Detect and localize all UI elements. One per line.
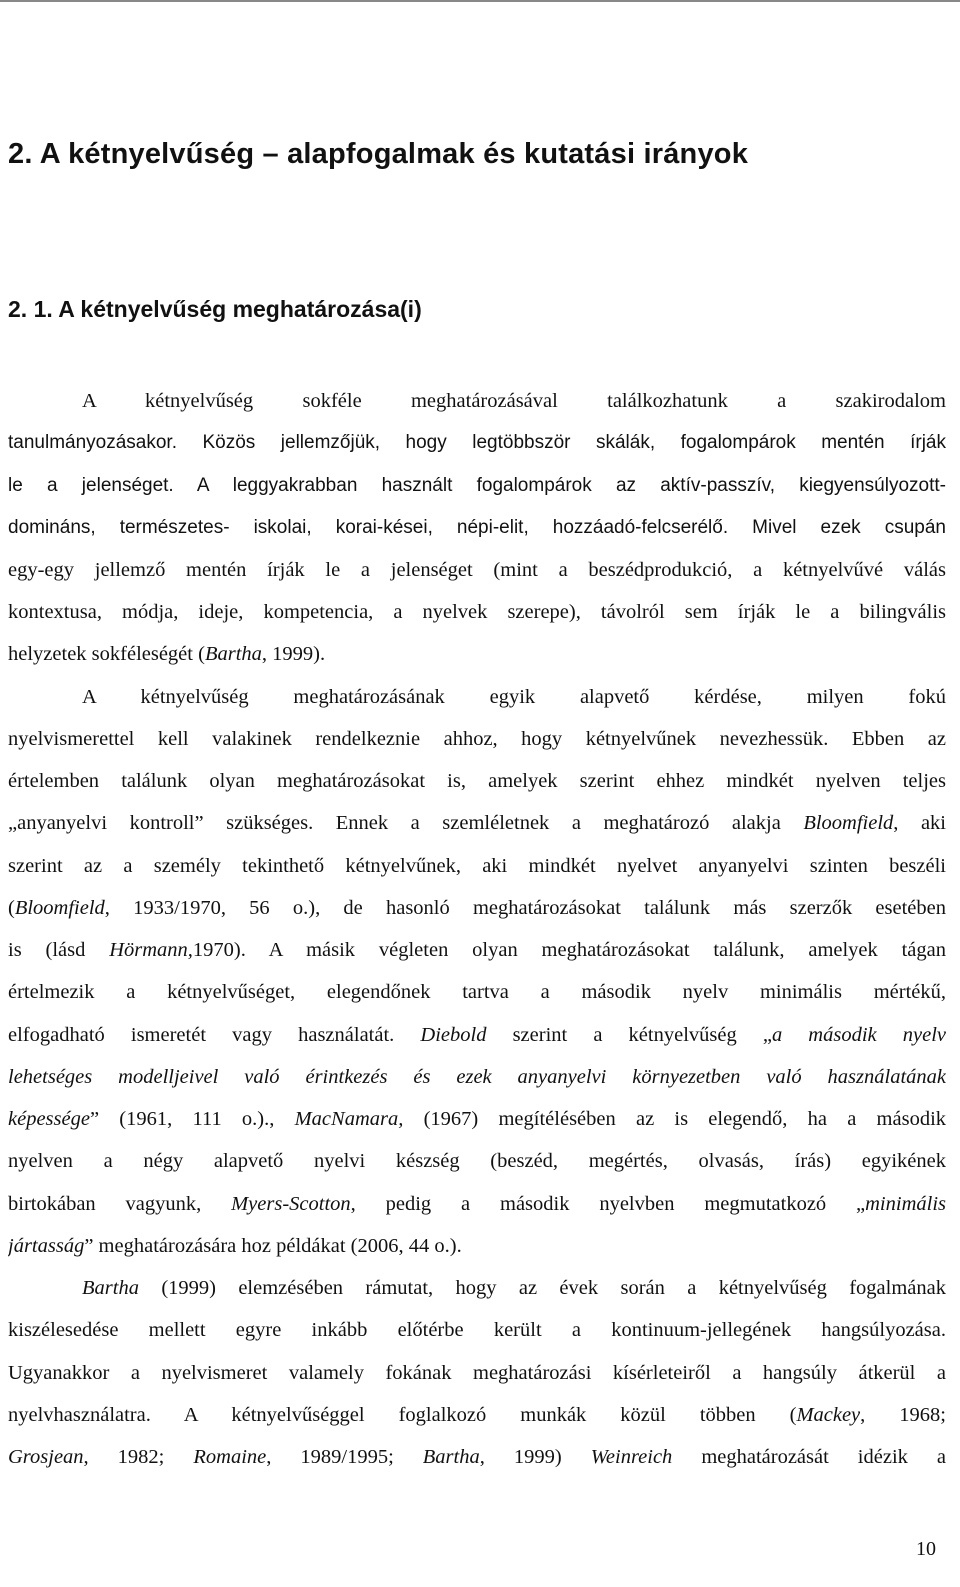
text-segment: ” (1961, 111 o.).,: [89, 1108, 295, 1130]
text-segment: elfogadható ismeretét vagy használatát.: [8, 1024, 421, 1046]
text-segment: is (lásd: [8, 939, 110, 961]
text-segment: helyzetek sokféleségét (: [8, 643, 205, 665]
text-segment: értelmezik a kétnyelvűséget, elegendőnek tartva a második nyelv minimális mértékű,: [8, 981, 946, 1003]
italic-segment: Romaine: [193, 1446, 267, 1468]
text-segment: le a jelenséget. A leggyakrabban használt fogalompárok az aktív-passzív, kiegyensúlyozott-: [8, 475, 946, 496]
italic-segment: a második nyelv: [771, 1024, 946, 1046]
text-segment: , 1989/1995;: [266, 1446, 423, 1468]
text-line: [8, 929, 946, 971]
italic-segment: Diebold: [420, 1024, 487, 1046]
text-segment: , 1999).: [261, 643, 326, 665]
text-segment: , pedig a második nyelvben megmutatkozó „: [350, 1193, 866, 1215]
italic-segment: Bartha: [204, 643, 262, 665]
text-segment: nyelven a négy alapvető nyelvi készség (beszéd, megértés, olvasás, írás) egyikének: [8, 1150, 946, 1172]
text-line: [8, 887, 946, 929]
text-line: [8, 1352, 946, 1394]
text-line: [8, 802, 946, 844]
text-line: [8, 1436, 946, 1478]
text-line: [8, 591, 946, 633]
text-segment: 1970). A másik végleten olyan meghatározásokat találunk, amelyek tágan: [192, 939, 946, 961]
italic-segment: Bloomfield: [803, 812, 894, 834]
text-line: [8, 1014, 946, 1056]
italic-segment: Myers-Scotton: [231, 1193, 351, 1215]
italic-segment: Bartha: [422, 1446, 480, 1468]
text-segment: meghatározását idézik a: [672, 1446, 946, 1468]
text-line: [8, 507, 946, 549]
text-segment: A kétnyelvűség sokféle meghatározásával találkozhatunk a szakirodalom: [82, 390, 946, 412]
text-segment: értelemben találunk olyan meghatározásokat is, amelyek szerint ehhez mindkét nyelven teljes: [8, 770, 946, 792]
italic-segment: lehetséges modelljeivel való érintkezés és ezek anyanyelvi környezetben való használatának: [8, 1066, 946, 1088]
italic-segment: Bartha: [82, 1277, 139, 1299]
text-segment: egy-egy jellemző mentén írják le a jelenséget (mint a beszédprodukció, a kétnyelvűvé válás: [8, 559, 946, 581]
italic-segment: MacNamara,: [294, 1108, 404, 1130]
text-segment: (1967) megítélésében az is elegendő, ha a második: [403, 1108, 946, 1130]
text-segment: birtokában vagyunk,: [8, 1193, 232, 1215]
text-segment: „anyanyelvi kontroll” szükséges. Ennek a szemléletnek a meghatározó alakja: [8, 812, 804, 834]
text-line: [8, 633, 946, 675]
text-line: [8, 718, 946, 760]
italic-segment: jártasság: [8, 1235, 85, 1257]
text-line: [8, 760, 946, 802]
text-line: [8, 1056, 946, 1098]
italic-segment: Hörmann,: [109, 939, 193, 961]
text-segment: , 1999): [479, 1446, 591, 1468]
text-line: [82, 676, 946, 718]
text-line: [8, 971, 946, 1013]
page-number: 10: [916, 1538, 936, 1560]
text-line: [8, 1183, 946, 1225]
text-segment: A kétnyelvűség meghatározásának egyik alapvető kérdése, milyen fokú: [82, 686, 946, 708]
text-line: [8, 1098, 946, 1140]
section-heading: 2. 1. A kétnyelvűség meghatározása(i): [8, 296, 422, 322]
text-line: [8, 465, 946, 507]
text-line: [8, 1140, 946, 1182]
text-line: [8, 1225, 946, 1267]
text-line: [8, 549, 946, 591]
text-segment: ” meghatározására hoz példákat (2006, 44 o.).: [84, 1235, 462, 1257]
text-line: [8, 422, 946, 464]
italic-segment: minimális: [865, 1193, 946, 1215]
text-segment: szerint az a személy tekinthető kétnyelvűnek, aki mindkét nyelvet anyanyelvi szinten beszéli: [8, 855, 946, 877]
text-segment: tanulmányozásakor. Közös jellemzőjük, hogy legtöbbször skálák, fogalompárok mentén írják: [8, 432, 946, 453]
text-line: [8, 1394, 946, 1436]
text-segment: , aki: [893, 812, 946, 834]
text-line: [8, 1309, 946, 1351]
italic-segment: Weinreich: [590, 1446, 673, 1468]
text-segment: , 1933/1970, 56 o.), de hasonló meghatározásokat találunk más szerzők esetében: [104, 897, 946, 919]
top-rule: [0, 0, 960, 2]
italic-segment: Bloomfield: [14, 897, 105, 919]
italic-segment: Grosjean: [8, 1446, 84, 1468]
text-segment: (1999) elemzésében rámutat, hogy az évek során a kétnyelvűség fogalmának: [138, 1277, 946, 1299]
text-segment: , 1968;: [860, 1404, 946, 1426]
text-segment: kontextusa, módja, ideje, kompetencia, a nyelvek szerepe), távolról sem írják le a bilingvális: [8, 601, 946, 623]
chapter-heading: 2. A kétnyelvűség – alapfogalmak és kutatási irányok: [8, 138, 749, 170]
text-line: [8, 845, 946, 887]
italic-segment: képessége: [8, 1108, 90, 1130]
text-line: [82, 380, 946, 422]
text-segment: nyelvismerettel kell valakinek rendelkeznie ahhoz, hogy kétnyelvűnek nevezhessük. Ebben az: [8, 728, 946, 750]
text-line: [82, 1267, 946, 1309]
text-segment: kiszélesedése mellett egyre inkább előtérbe került a kontinuum-jellegének hangsúlyozása.: [8, 1319, 946, 1341]
italic-segment: Mackey: [796, 1404, 861, 1426]
text-segment: nyelvhasználatra. A kétnyelvűséggel foglalkozó munkák közül többen (: [8, 1404, 797, 1426]
text-segment: domináns, természetes- iskolai, korai-kései, népi-elit, hozzáadó-felcserélő. Mivel ezek csupán: [8, 517, 946, 538]
text-segment: (: [8, 897, 15, 919]
text-segment: Ugyanakkor a nyelvismeret valamely fokának meghatározási kísérleteiről a hangsúly átkerül a: [8, 1362, 946, 1384]
text-segment: , 1982;: [83, 1446, 194, 1468]
text-segment: szerint a kétnyelvűség „: [486, 1024, 772, 1046]
